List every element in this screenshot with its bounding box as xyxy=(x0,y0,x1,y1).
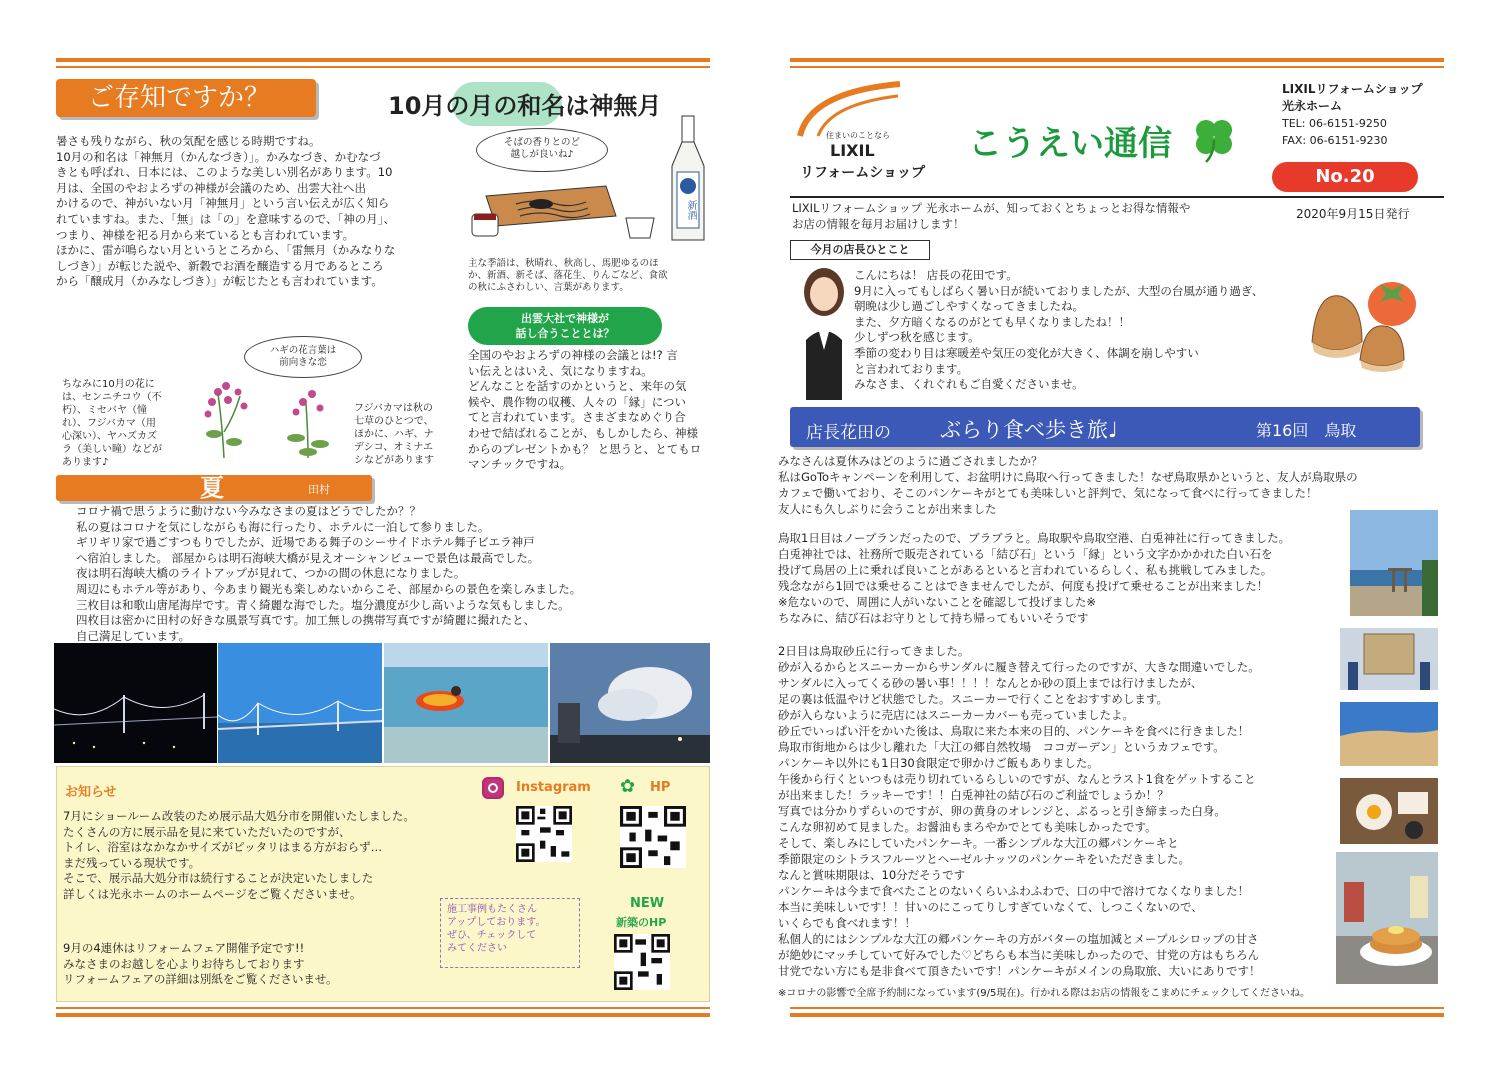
header-underline xyxy=(790,196,1444,198)
trip-title-a: 店長花田の xyxy=(806,423,891,443)
izumo-title: 出雲大社で神様が 話し合うこととは？ xyxy=(468,307,662,345)
summer-bar xyxy=(56,475,372,501)
hp-label[interactable]: HP xyxy=(650,780,671,795)
top-rule-left-thin xyxy=(56,66,710,68)
sake-label: 新酒 xyxy=(685,200,696,220)
intro-text: 暑さも残りながら、秋の気配を感じる時期ですね。 10月の和名は「神無月（かんなづき）」。かみなづき、かむなづ きとも呼ばれ、日本には、このような美しい別名があります。10 月は、全国のやおよろずの神様が会議のため、出雲大社へ出 かけるので、神がいない月「神無月」という言い伝えが広く知ら れていますね。また、「無」は「の」を意味するので、「神の月」、 つまり、神様を祀る月から来ているとも言われています。 ほかに、雷が鳴らない月というところから、「雷無月（かみなりな しづき）」が転じた説や、新穀でお酒を醸造する月であるところ から「醸成月（かみなしづき）」が転じたとも言われています。 xyxy=(56,134,396,289)
lixil-logo xyxy=(790,78,930,183)
instagram-qr-code[interactable] xyxy=(516,806,572,862)
soba-illustration xyxy=(466,166,666,246)
top-rule-left xyxy=(56,58,710,62)
bottom-rule-right xyxy=(790,1007,1444,1009)
manager-avatar xyxy=(800,266,848,400)
top-rule-right xyxy=(790,58,1444,62)
top-rule-right-thin xyxy=(790,66,1444,68)
izumo-text: 全国のやおよろずの神様の会議とは!? 言 い伝えとはいえ、気になりますね。 どんなことを話すのかというと、来年の気 候や、農作物の収穫、人々の「縁」につい てと言われています。さまざまなめぐり合 わせで結ばれることが、もしかしたら、神様 からのプレゼントかも？ と思うと、とてもロ マンチックですね。 xyxy=(468,348,702,472)
trip-day2: 2日目は鳥取砂丘に行ってきました。 砂が入るからとスニーカーからサンダルに履き替えて行ったのですが、大きな間違いでした。 サンダルに入ってくる砂の暑い事！！！！なんとか砂の頂上までは行けましたが、 足の裏は低温やけど状態でした。スニーカーで行くことをおすすめします。 砂が入らないように売店にはスニーカーカバーも売っていましたよ。 砂丘でいっぱい汗をかいた後は、鳥取に来た本来の目的、パンケーキを食べに行きました！ 鳥取市街地からは少し離れた「大江の郷自然牧場 ココガーデン」というカフェです。 パンケーキ以外にも1日30食限定で卵かけご飯もありました。 午後から行くといつもは売り切れているらしいのですが、なんとラスト1食をゲットすること が出来ました！ラッキーです！！白兎神社の結び石のご利益でしょうか！？ 写真では分かりずらいのですが、卵の黄身のオレンジと、ぷるっと引き締まった白身。 こんな卵初めて見ました。お醤油もまろやかでとても美味しかったです。 そして、楽しみにしていたパンケーキ。一番シンプルな大江の郷パンケーキと 季節限定のシトラスフルーツとヘーゼルナッツのパンケーキをいただきました。 なんと賞味期限は、10分だそうです パンケーキは今まで食べたことのないくらいふわふわで、口の中で溶けてなくなりました！ 本当に美味しいです！！甘いのにこってりしすぎていなくて、しつこくないので、 いくらでも食べれます！！ 私個人的にはシンプルな大江の郷パンケーキの方がバターの塩加減とメープルシロップの甘さ が絶妙にマッチしていて好みでした♡どちらも本当に美味しかったので、甘党の方はもちろん 甘党でない方にも是非食べて頂きたいです！パンケーキがメインの鳥取旅、大いにありです！ xyxy=(778,644,1261,978)
trip-section-bar xyxy=(790,407,1420,447)
sake-bottle-illustration xyxy=(666,114,710,244)
logo-main: LIXIL xyxy=(830,141,875,160)
summer-title: 夏 xyxy=(200,474,224,502)
autumn-words: 主な季語は、秋晴れ、秋高し、馬肥ゆるのほ か、新酒、新そば、落花生、りんごなど、食欲 の秋にふさわしい、言葉があります。 xyxy=(468,258,668,293)
issue-date: 2020年9月15日発行 xyxy=(1296,207,1410,221)
photo-sand-dune xyxy=(1340,702,1438,766)
bottom-rule-left xyxy=(56,1007,710,1009)
manager-message: こんにちは！ 店長の花田です。 9月に入ってもしばらく暑い日が続いておりましたが、大型の台風が通り過ぎ、 朝晩は少し過ごしやすくなってきましたね。 また、夕方暗くなるのがとても早くなりましたね！！ 少しずつ秋を感じます。 季節の変わり目は寒暖差や気圧の変化が大きく、体調を崩しやすい と言われております。 みなさま、くれぐれもご自愛くださいませ。 xyxy=(854,268,1264,392)
notice-text-2: 9月の4連休はリフォームフェア開催予定です!! みなさまのお越しを心よりお待ちしております リフォームフェアの詳細は別紙をご覧くださいませ。 xyxy=(63,941,338,987)
shop-name: LIXILリフォームショップ xyxy=(1282,82,1423,96)
photo-egg-rice xyxy=(1340,778,1438,844)
photo-hakuto-shrine xyxy=(1350,510,1438,616)
notice-text-1: 7月にショールーム改装のため展示品大処分市を開催いたしました。 たくさんの方に展示品を見に来ていただいたのですが、 トイレ、浴室はなかなかサイズがピッタリはまる方がおらず… まだ残っている現状です。 そこで、展示品大処分市は続行することが決定いたしました 詳しくは光永ホームのホームページをご覧くださいませ。 xyxy=(63,809,415,901)
new-hp-qr-code[interactable] xyxy=(614,934,670,990)
instagram-icon[interactable] xyxy=(482,777,504,799)
clover-logo-icon xyxy=(1192,116,1236,164)
lead-text: LIXILリフォームショップ 光永ホームが、知っておくとちょっとお得な情報や お店の情報を毎月お届けします！ xyxy=(792,201,1191,231)
hagi-flower-illustration xyxy=(188,372,348,462)
headline: 10月の月の和名は神無月 xyxy=(388,92,662,120)
flowers-left-text: ちなみに10月の花に は、センニチコウ（不 朽）、ミセバヤ（憧 れ）、フジバカマ（用 心深い）、ヤハズカズ ラ（美しい瞳）などが あります♪ xyxy=(62,379,162,468)
photo-bridge-night xyxy=(54,643,217,763)
photo-dune-sign xyxy=(1340,628,1438,690)
trip-day1: 鳥取1日目はノープランだったので、ブラブラと。鳥取駅や鳥取空港、白兎神社に行ってきました。 白兎神社では、社務所で販売されている「結び石」という「縁」という文字かかかれた白い石を 投げて鳥居の上に乗れば良いことがあるといると言われているらしく、私も挑戦してみました。 残念ながら1回では乗せることはできませんでしたが、何度も投げて乗せることが出来ました！ ※危ないので、周囲に人がいないことを確認して投げました※ ちなみに、結び石はお守りとして持ち帰ってもいいそうです xyxy=(778,531,1291,625)
newsletter-title: こうえい通信 xyxy=(968,124,1172,164)
banner-title: ご存知ですか？ xyxy=(56,79,316,117)
summer-text: コロナ禍で思うように動けない今みなさまの夏はどうでしたか？？ 私の夏はコロナを気にしながらも海に行ったり、ホテルに一泊して参りました。 ギリギリ家で過ごすつもりでしたが、近場である舞子のシーサイドホテル舞子ビエラ神戸 へ宿泊しました。 部屋からは明石海峡大橋が見えオーシャンビューで景色は最高でした。 夜は明石海峡大橋のライトアップが見れて、つかの間の休息になりました。 周辺にもホテル等があり、今あまり観光も楽しめないからこそ、部屋からの景色を楽しみました。 三枚目は和歌山唐尾海岸です。青く綺麗な海でした。塩分濃度が少し高いような気もしました。 四枚目は密かに田村の好きな風景写真です。加工無しの携帯写真ですが綺麗に撮れたと、 自己満足しています。 xyxy=(76,504,582,643)
trip-title-b: ぶらり食べ歩き旅♩ xyxy=(940,418,1118,442)
trip-intro: みなさんは夏休みはどのように過ごされましたか？ 私はGoToキャンペーンを利用して、お盆明けに鳥取へ行ってきました！なぜ鳥取県かというと、友人が鳥取県の カフェで働いており、そこのパンケーキがとても美味しいと評判で、気になって食べに行ってきました！ 友人にも久しぶりに会うことが出来ました xyxy=(778,454,1358,516)
instagram-label[interactable]: Instagram xyxy=(516,780,591,795)
new-hp-label: 新築のHP xyxy=(616,916,667,929)
photo-clouds xyxy=(550,643,710,763)
bottom-rule-right-thick xyxy=(790,1013,1444,1017)
logo-tagline: 住まいのことなら xyxy=(826,131,890,140)
new-label: NEW xyxy=(630,896,665,911)
shop-branch: 光永ホーム xyxy=(1282,99,1343,113)
photo-bridge-day xyxy=(218,643,382,763)
shop-fax: FAX: 06-6151-9230 xyxy=(1282,134,1388,147)
photo-pancakes xyxy=(1336,852,1438,984)
flowers-right-text: フジバカマは秋の 七草のひとつで、 ほかに、ハギ、ナ デシコ、オミナエ シなどがあります xyxy=(354,403,434,466)
soba-bubble: そばの香りとのど 越しが良いね♪ xyxy=(476,128,608,172)
shop-tel: TEL: 06-6151-9250 xyxy=(1282,117,1387,130)
issue-number: No.20 xyxy=(1272,162,1418,192)
hp-qr-code[interactable] xyxy=(620,806,686,868)
notice-title: お知らせ xyxy=(65,785,117,800)
clover-icon: ✿ xyxy=(620,776,636,797)
trip-note: ※コロナの影響で全席予約制になっています(9/5現在)。行かれる際はお店の情報をこまめにチェックしてくださいね。 xyxy=(778,988,1310,999)
hagi-bubble: ハギの花言葉は 前向きな恋 xyxy=(244,336,362,378)
works-memo: 施工事例もたくさん アップしております。 ぜひ、チェックして みてください xyxy=(440,898,580,968)
bottom-rule-left-thick xyxy=(56,1013,710,1017)
photo-beach xyxy=(384,643,548,763)
trip-episode: 第16回 鳥取 xyxy=(1256,421,1357,440)
summer-author: 田村 xyxy=(308,483,330,496)
chestnut-persimmon-illustration xyxy=(1296,266,1422,376)
manager-label: 今月の店長ひとこと xyxy=(790,240,930,260)
notice-box xyxy=(56,766,710,1002)
logo-sub: リフォームショップ xyxy=(800,165,926,181)
